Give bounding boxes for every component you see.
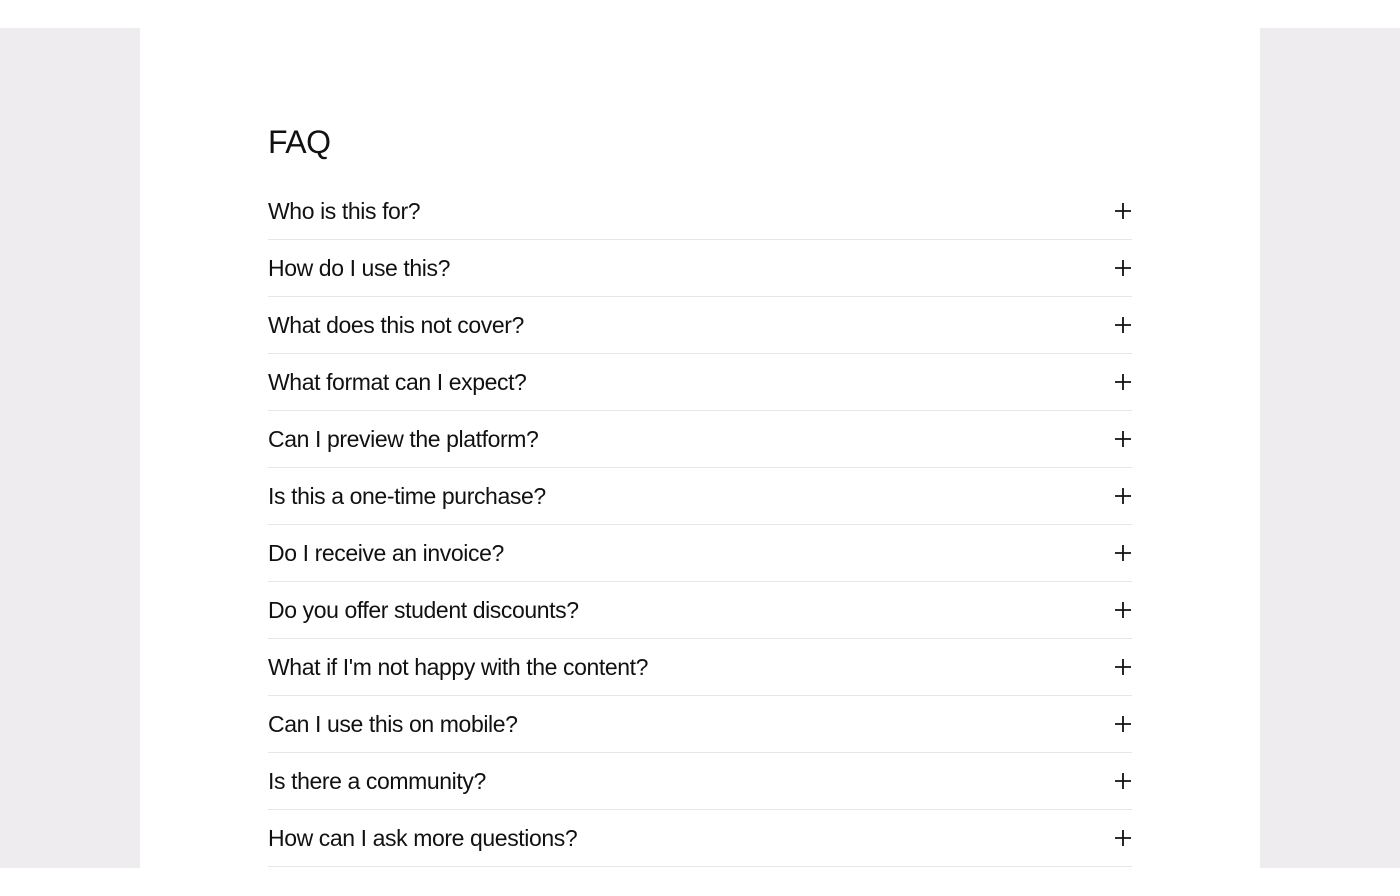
faq-item-who-is-this-for[interactable] (268, 183, 1132, 240)
faq-question: What if I'm not happy with the content? (268, 654, 649, 680)
faq-item-not-happy[interactable] (268, 639, 1132, 696)
faq-question: Do I receive an invoice? (268, 540, 504, 566)
faq-item-what-format[interactable] (268, 354, 1132, 411)
plus-icon[interactable] (1114, 430, 1132, 448)
faq-question: What format can I expect? (268, 369, 527, 395)
plus-icon[interactable] (1114, 259, 1132, 277)
plus-icon[interactable] (1114, 658, 1132, 676)
faq-question: How can I ask more questions? (268, 825, 578, 851)
plus-icon[interactable] (1114, 601, 1132, 619)
faq-question: Is this a one-time purchase? (268, 483, 546, 509)
faq-item-one-time-purchase[interactable] (268, 468, 1132, 525)
plus-icon[interactable] (1114, 829, 1132, 847)
faq-question: Can I use this on mobile? (268, 711, 518, 737)
faq-list (268, 183, 1132, 867)
faq-question: Do you offer student discounts? (268, 597, 579, 623)
plus-icon[interactable] (1114, 316, 1132, 334)
page-content (140, 28, 1260, 868)
faq-item-how-do-i-use-this[interactable] (268, 240, 1132, 297)
faq-question: Is there a community? (268, 768, 486, 794)
right-gutter (1260, 28, 1400, 868)
faq-question: How do I use this? (268, 255, 451, 281)
faq-question: Who is this for? (268, 198, 421, 224)
faq-question: What does this not cover? (268, 312, 524, 338)
faq-item-community[interactable] (268, 753, 1132, 810)
faq-item-student-discounts[interactable] (268, 582, 1132, 639)
plus-icon[interactable] (1114, 544, 1132, 562)
plus-icon[interactable] (1114, 202, 1132, 220)
plus-icon[interactable] (1114, 373, 1132, 391)
faq-item-ask-more-questions[interactable] (268, 810, 1132, 867)
plus-icon[interactable] (1114, 487, 1132, 505)
plus-icon[interactable] (1114, 715, 1132, 733)
faq-item-preview-platform[interactable] (268, 411, 1132, 468)
faq-title: FAQ (268, 124, 331, 160)
plus-icon[interactable] (1114, 772, 1132, 790)
faq-item-use-on-mobile[interactable] (268, 696, 1132, 753)
faq-question: Can I preview the platform? (268, 426, 539, 452)
faq-item-what-does-this-not-cover[interactable] (268, 297, 1132, 354)
left-gutter (0, 28, 140, 868)
faq-item-receive-invoice[interactable] (268, 525, 1132, 582)
